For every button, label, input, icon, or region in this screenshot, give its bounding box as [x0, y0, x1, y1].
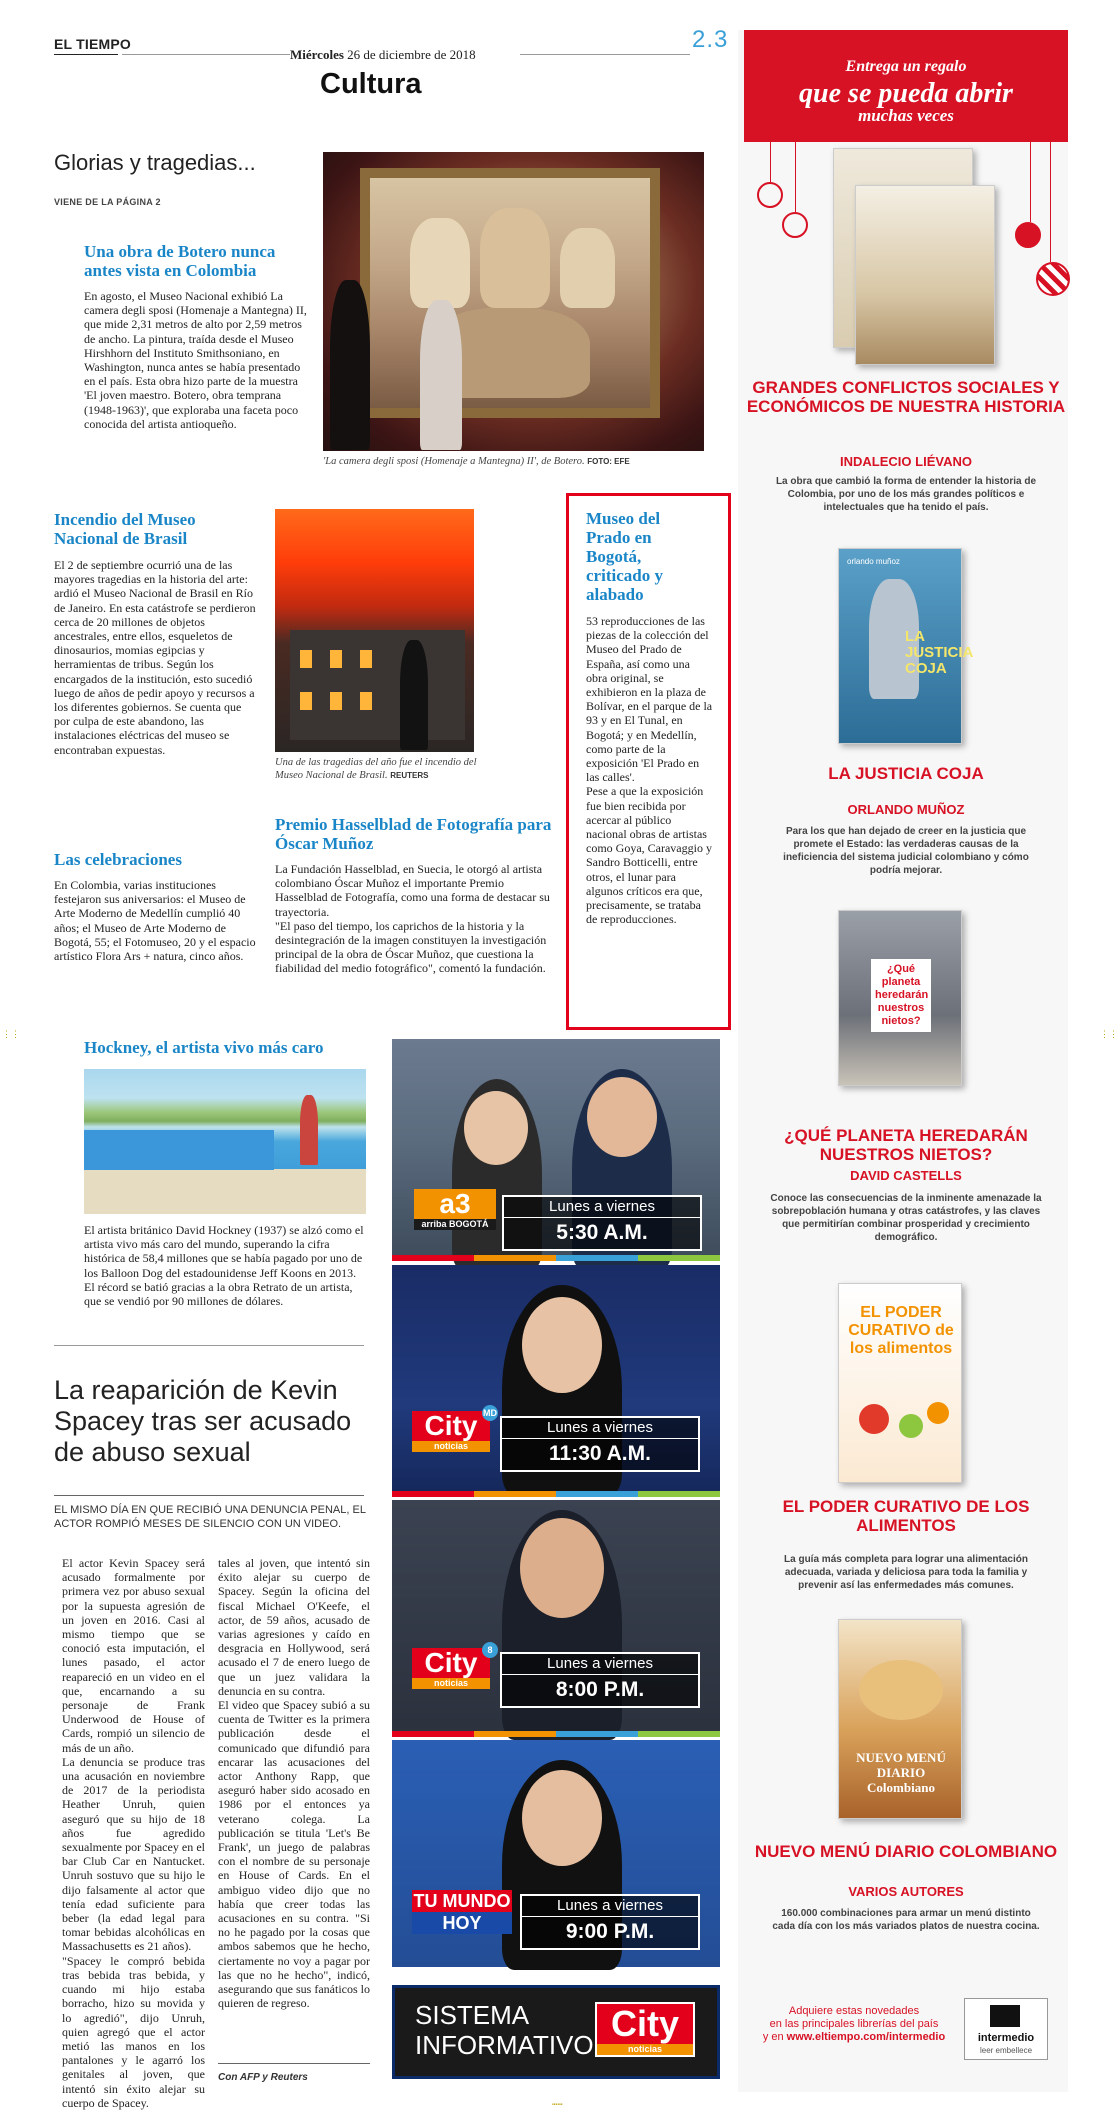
promo2-time: 11:30 A.M. — [549, 1442, 651, 1465]
date-line — [290, 47, 476, 63]
prado-body: 53 reproducciones de las piezas de la colección del Museo del Prado de España, así como una obra original, se exhibieron en la plaza de Bolívar, en el parque de la 93 y en El Tunal, en Bogotá; y en Medellín, como parte de la exposición 'El Prado en las calles'. Pese a que la exposición fue bien recibida por acercar al público nacional obras de artistas como Goya, Caravaggio y Sandro Botticelli, entre otros, el lunar para algunos críticos era que, precisamente, se trataba de reproducciones. — [586, 614, 713, 927]
sistema-line2: INFORMATIVO — [415, 2030, 594, 2060]
ad-book-2-author: ORLANDO MUÑOZ — [847, 802, 965, 817]
masthead-brand: EL TIEMPO — [54, 36, 131, 52]
ornament-icon — [1015, 222, 1041, 248]
arriba-logo: a3 — [439, 1188, 471, 1219]
hasselblad-body: La Fundación Hasselblad, en Suecia, le otorgó al artista colombiano Óscar Muñoz el importante Premio Hasselblad de Fotografía, como una forma de destacar su trayectoria. "El paso del tiempo, los caprichos de la historia y la desintegración de la imagen constituyen la investigación principal de la obra de Óscar Muñoz, que cuestiona la fiabilidad del medio fotográfico", comentó la fundación. — [275, 862, 550, 976]
book-cover-justicia-coja — [838, 548, 973, 744]
date-rule-left — [122, 54, 290, 55]
registration-mark: ⋮⋮ — [1100, 1030, 1118, 1040]
visitor-figure — [420, 300, 462, 450]
ad-footer — [744, 2005, 964, 2044]
ad-book-2-title: LA JUSTICIA COJA — [828, 764, 984, 783]
botero-caption — [323, 455, 713, 468]
painting-figure — [300, 1095, 318, 1165]
pool-deck — [84, 1169, 366, 1214]
arriba-logo-subtitle: arriba BOGOTÁ — [414, 1219, 496, 1230]
museum-building — [290, 630, 465, 740]
publisher-tagline: leer embellece — [979, 2046, 1033, 2055]
brasil-caption — [275, 756, 485, 782]
ad-book-5-author: VARIOS AUTORES — [848, 1884, 964, 1899]
date-rule-right — [520, 54, 690, 55]
article-title: Glorias y tragedias... — [54, 150, 256, 175]
hasselblad-heading: Premio Hasselblad de Fotografía para Óscar Muñoz — [275, 815, 552, 853]
botero-credit: FOTO: EFE — [587, 457, 630, 466]
brasil-caption-text: Una de las tragedias del año fue el incendio del Museo Nacional de Brasil. — [275, 757, 477, 781]
ad-book-4-title: EL PODER CURATIVO DE LOS ALIMENTOS — [782, 1497, 1030, 1535]
promo4-time: 9:00 P.M. — [565, 1920, 655, 1943]
book-cover-menu-diario — [838, 1619, 962, 1819]
hockney-heading: Hockney, el artista vivo más caro — [84, 1038, 324, 1057]
botero-heading: Una obra de Botero nunca antes vista en Colombia — [84, 242, 276, 280]
sistema-informativo-text — [415, 2000, 594, 2060]
tu-mundo-logo-subtitle: HOY — [412, 1912, 512, 1934]
city-logo: City — [424, 1410, 478, 1441]
ornament-icon — [757, 182, 783, 208]
ad-book-5-desc: 160.000 combinaciones para armar un menú distinto cada día con los más variados platos de nuestra cocina. — [772, 1908, 1040, 1932]
visitor-silhouette — [330, 280, 370, 450]
onlooker-silhouette — [400, 640, 428, 750]
divider — [54, 1495, 364, 1496]
city-logo-subtitle: noticias — [597, 2044, 693, 2055]
botero-body: En agosto, el Museo Nacional exhibió La camera degli sposi (Homenaje a Mantegna) II, que mide 2,31 metros de alto por 2,59 metros de ancho. La pintura, traída desde el Museo Hirshhorn del Instituto Smithsoniano, en Washington, nunca antes se había presentado en el país. Esta obra hizo parte de la muestra 'El joven maestro. Botero, obra temprana (1948-1963)', que exploraba una faceta poco conocida del artista antioqueño. — [84, 289, 307, 431]
divider — [54, 1345, 364, 1346]
page-number: 2.3 — [692, 26, 729, 53]
ad-footer-pre: y en — [762, 2031, 784, 2043]
ad-tagline-3: muchas veces — [858, 106, 954, 125]
book-cover-que-planeta — [838, 910, 962, 1086]
ad-book-5-title: NUEVO MENÚ DIARIO COLOMBIANO — [754, 1842, 1058, 1861]
book-cover-poder-curativo — [838, 1283, 962, 1483]
spacey-column-1: El actor Kevin Spacey será acusado formalmente por primera vez por abuso sexual por la supuesta agresión de un joven en 2016. Casi al mismo tiempo que se conoció esta imputación, el lunes pasado, el actor reapareció en un video en el que, encarnando a su personaje de Frank Underwood de House of Cards, rompió un silencio de más de un año. La denuncia se produce tras una acusación en noviembre de 2017 de la periodista Heather Unruh, quien aseguró que su hijo de 18 años fue agredido sexualmente por Spacey en el bar Club Car en Nantucket. Unruh sostuvo que su hijo le dijo falsamente al actor que tenía edad suficiente para beber (la edad legal para tomar bebidas alcohólicas en Massachusetts es 21 años). "Spacey le compró bebida tras bebida tras bebida, y cuando mi hijo estaba borracho, hizo su movida y lo agredió", dijo Unruh, quien agregó que el actor metió las manos en los pantalones y le agarró los genitales al joven, que intentó sin éxito alejar su cuerpo de Spacey. — [62, 1556, 205, 2110]
promo2-days: Lunes a viernes — [502, 1418, 698, 1439]
publisher-book-icon — [990, 2005, 1020, 2027]
promo3-days: Lunes a viernes — [502, 1654, 698, 1675]
book-cover-grandes-conflictos — [855, 185, 995, 365]
ad-tagline-1: Entrega un regalo — [845, 58, 967, 75]
cover-menu-title: NUEVO MENÚ DIARIO Colombiano — [856, 1750, 946, 1795]
ad-book-3-title: ¿QUÉ PLANETA HEREDARÁN NUESTROS NIETOS? — [784, 1126, 1028, 1164]
spacey-deck: EL MISMO DÍA EN QUE RECIBIÓ UNA DENUNCIA PENAL, EL ACTOR ROMPIÓ MESES DE SILENCIO CON UN VIDEO. — [54, 1504, 366, 1530]
registration-mark: ⋮⋮ — [2, 1030, 20, 1040]
credit-rule — [218, 2063, 370, 2064]
ad-book-3-desc: Conoce las consecuencias de la inminente amenazade la sobrepoblación humana y otras catástrofes, y las claves que permitirían combinar prosperidad y crecimiento demográfico. — [770, 1193, 1042, 1243]
sistema-line1: SISTEMA — [415, 2000, 530, 2030]
ornament-icon — [782, 212, 808, 238]
promo1-time: 5:30 A.M. — [556, 1221, 648, 1244]
ad-footer-url[interactable]: www.eltiempo.com/intermedio — [786, 2031, 946, 2043]
spacey-column-2: tales al joven, que intentó sin éxito alejar su cuerpo de Spacey. Según la oficina del fiscal Michael O'Keefe, el actor, de 59 años, acusado de varias agresiones y caído en desgracia en Hollywood, será acusado el 7 de enero luego de que un juez validara la denuncia en su contra. El video que Spacey subió a su cuenta de Twitter es la primera publicación desde el comunicado que difundió para encarar las acusaciones del actor Anthony Rapp, que aseguró haber sido acosado en 1986 por el entonces ya veterano colega. La publicación se titula 'Let's Be Frank', un juego de palabras con el nombre de su personaje en House of Cards. En el ambiguo video dijo que no había que creer todas las acusaciones en su contra. "Si no he pagado por la cosas que ambos sabemos que he hecho, ciertamente no voy a pagar por las que no he hecho", indicó, asegurando que sus fanáticos lo quieren de regreso. — [218, 1556, 370, 2011]
botero-caption-text: 'La camera degli sposi (Homenaje a Mantegna) II', de Botero. — [323, 456, 585, 467]
city-logo: City — [424, 1647, 478, 1678]
promo3-time: 8:00 P.M. — [555, 1678, 645, 1701]
cover-justicia-title: LA JUSTICIA COJA — [905, 628, 973, 677]
promo3-badge: 8 — [482, 1642, 498, 1658]
tv-promo-arriba-bogota — [392, 1039, 720, 1261]
celebraciones-heading: Las celebraciones — [54, 850, 182, 869]
sistema-informativo-banner — [392, 1985, 720, 2079]
publisher-name: intermedio — [977, 2032, 1035, 2044]
ad-book-1-author: INDALECIO LIÉVANO — [840, 454, 972, 469]
ad-tagline-2: que se pueda abrir — [799, 78, 1013, 109]
city-logo: City — [610, 2003, 679, 2044]
ad-book-2-desc: Para los que han dejado de creer en la justicia que promete el Estado: las verdaderas causas de la ineficiencia del sistema judicial colombiano y cómo podría mejorar. — [783, 826, 1029, 876]
celebraciones-body: En Colombia, varias instituciones festejaron sus aniversarios: el Museo de Arte Moderno de Medellín cumplió 40 años; el Museo de Arte Moderno de Bogotá, 55; el Fotomuseo, 20 y el espacio artístico Flora Ars + natura, cinco años. — [54, 878, 256, 964]
ornament-icon — [1036, 262, 1070, 296]
spacey-credit: Con AFP y Reuters — [218, 2072, 308, 2083]
ad-book-1-desc: La obra que cambió la forma de entender la historia de Colombia, por uno de los más grandes políticos e intelectuales que ha tenido el país. — [775, 476, 1037, 513]
ad-book-1-title: GRANDES CONFLICTOS SOCIALES Y ECONÓMICOS DE NUESTRA HISTORIA — [746, 378, 1066, 416]
promo2-badge: MD — [482, 1405, 498, 1421]
pool-water — [84, 1130, 274, 1170]
tv-promo-tu-mundo-hoy — [392, 1740, 720, 1967]
date-day: Miércoles — [290, 47, 344, 62]
cover-poder-title: EL PODER CURATIVO de los alimentos — [848, 1304, 954, 1357]
promo1-days: Lunes a viernes — [504, 1197, 700, 1218]
spacey-title: La reaparición de Kevin Spacey tras ser acusado de abuso sexual — [54, 1375, 352, 1467]
section-title: Cultura — [320, 68, 422, 100]
tu-mundo-logo: TU MUNDO — [413, 1891, 511, 1911]
ad-footer-line2: en las principales librerías del país — [769, 2018, 939, 2030]
tv-promo-citynoticias-md — [392, 1265, 720, 1497]
cover-justicia-author: orlando muñoz — [847, 557, 900, 566]
ad-book-3-author: DAVID CASTELLS — [850, 1168, 962, 1183]
city-logo-subtitle: noticias — [412, 1678, 490, 1689]
ad-book-4-desc: La guía más completa para lograr una alimentación adecuada, variada y deliciosa para toda la familia y prevenir así las enfermedades más comunes. — [784, 1554, 1028, 1591]
registration-mark: ⋯⋯ — [552, 2100, 563, 2110]
cover-planeta-title: ¿Qué planeta heredarán nuestros nietos? — [871, 959, 931, 1032]
incendio-heading: Incendio del Museo Nacional de Brasil — [54, 510, 196, 548]
hockney-body: El artista británico David Hockney (1937) se alzó como el artista vivo más caro del mundo, superando la cifra histórica de 58,4 millones que se había pagado por uno de los Balloon Dog del estadounidense Jeff Koons en 2013. El récord se batió gracias a la obra Retrato de un artista, que se vendió por 90 millones de dólares. — [84, 1223, 364, 1309]
prado-heading: Museo del Prado en Bogotá, criticado y alabado — [586, 509, 663, 604]
incendio-body: El 2 de septiembre ocurrió una de las mayores tragedias en la historia del arte: ardió el Museo Nacional de Brasil en Río de Janeiro. En esta catástrofe se perdieron cerca de 20 millones de objetos ancestrales, entre ellos, esqueletos de dinosaurios, momias egipcias y herramientas de tribus. Según los encargados de la institución, esto sucedió luego de años de pedir apoyo y recursos a los diferentes gobiernos. Se cuenta que por culpa de este abandono, las instalaciones eléctricas del museo se encontraban expuestas. — [54, 558, 256, 757]
continued-from: VIENE DE LA PÁGINA 2 — [54, 197, 161, 207]
botero-painting — [360, 168, 660, 418]
city-logo-subtitle: noticias — [412, 1441, 490, 1452]
promo4-days: Lunes a viernes — [522, 1896, 698, 1917]
tv-promo-citynoticias-8 — [392, 1500, 720, 1737]
date-text: 26 de diciembre de 2018 — [347, 47, 476, 62]
masthead-rule — [54, 54, 118, 55]
brasil-credit: REUTERS — [390, 771, 429, 780]
ad-footer-line1: Adquiere estas novedades — [788, 2005, 920, 2017]
